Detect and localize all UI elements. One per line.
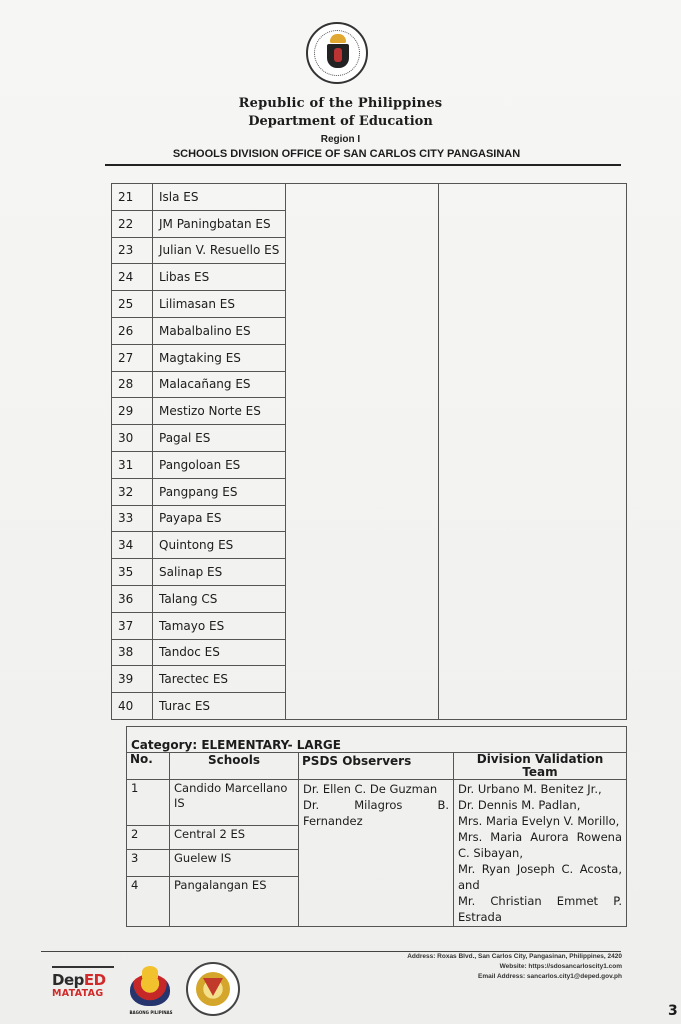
seal-shield [327, 44, 349, 68]
row-no: 23 [112, 237, 153, 264]
seal-torch [330, 34, 346, 43]
page-number: 3 [668, 1003, 678, 1019]
col-header-no: No. [127, 753, 170, 780]
row-school: Julian V. Resuello ES [153, 237, 286, 264]
row-no: 1 [127, 780, 170, 826]
empty-validation-cell [439, 184, 627, 720]
row-school: Mabalbalino ES [153, 317, 286, 344]
row-school: Candido Marcellano IS [170, 780, 299, 826]
empty-observers-cell [286, 184, 439, 720]
website-text: Website: https://sdosancarloscity1.com [499, 963, 622, 970]
row-no: 22 [112, 210, 153, 237]
row-school: Pangoloan ES [153, 451, 286, 478]
row-no: 4 [127, 876, 170, 926]
row-school: Talang CS [153, 585, 286, 612]
row-no: 27 [112, 344, 153, 371]
row-no: 26 [112, 317, 153, 344]
row-no: 28 [112, 371, 153, 398]
matatag-wordmark: MATATAG [52, 988, 104, 999]
validator: Mr. Christian Emmet P. Estrada [458, 894, 622, 924]
address-text: Address: Roxas Blvd., San Carlos City, Pangasinan, Philippines, 2420 [407, 953, 622, 960]
psds-observer-part: B. [437, 798, 449, 812]
deped-word-ed: ED [83, 971, 106, 989]
row-school: Lilimasan ES [153, 291, 286, 318]
row-no: 29 [112, 398, 153, 425]
row-no: 21 [112, 184, 153, 211]
office-heading: SCHOOLS DIVISION OFFICE OF SAN CARLOS CITY PANGASINAN [172, 148, 521, 160]
category-label: Category: ELEMENTARY- LARGE [127, 727, 627, 753]
row-no: 31 [112, 451, 153, 478]
row-school: Central 2 ES [170, 825, 299, 850]
deped-matatag-logo [52, 966, 114, 999]
psds-observer: Dr. Ellen C. De Guzman [303, 782, 438, 796]
row-school: Magtaking ES [153, 344, 286, 371]
psds-observer-part: Milagros [354, 798, 403, 812]
row-school: Libas ES [153, 264, 286, 291]
seal-triangle [203, 978, 223, 996]
deped-wordmark [52, 972, 114, 988]
row-school: Guelew IS [170, 850, 299, 877]
row-no: 35 [112, 559, 153, 586]
row-no: 24 [112, 264, 153, 291]
sun-icon [142, 966, 158, 978]
row-school: Pangalangan ES [170, 876, 299, 926]
row-school: Payapa ES [153, 505, 286, 532]
col-header-schools: Schools [170, 753, 299, 780]
row-school: Mestizo Norte ES [153, 398, 286, 425]
row-school: Tarectec ES [153, 666, 286, 693]
row-school: Quintong ES [153, 532, 286, 559]
sdo-san-carlos-seal-icon [186, 962, 240, 1016]
row-no: 33 [112, 505, 153, 532]
bagong-pilipinas-logo [126, 966, 174, 1015]
validation-team-cell [454, 780, 627, 927]
logo-bar [52, 966, 114, 968]
row-school: Tamayo ES [153, 612, 286, 639]
row-no: 38 [112, 639, 153, 666]
row-school: Isla ES [153, 184, 286, 211]
bagong-pilipinas-emblem-icon [130, 974, 170, 1006]
psds-observer-part: Dr. [303, 798, 320, 812]
psds-observer [303, 797, 449, 813]
row-school: Salinap ES [153, 559, 286, 586]
row-no: 37 [112, 612, 153, 639]
row-school: Tandoc ES [153, 639, 286, 666]
row-no: 32 [112, 478, 153, 505]
department-heading: Department of Education [248, 114, 433, 129]
deped-word-dep: Dep [52, 971, 84, 989]
row-no: 25 [112, 291, 153, 318]
email-text: Email Address: sancarlos.city1@deped.gov.ph [478, 973, 622, 980]
validator: Dr. Dennis M. Padlan, [458, 798, 581, 812]
republic-heading: Republic of the Philippines [238, 96, 443, 111]
elementary-large-table [126, 726, 627, 927]
validator: Mrs. Maria Aurora Rowena C. Sibayan, [458, 830, 622, 860]
schools-table-continued [111, 183, 627, 720]
row-no: 40 [112, 693, 153, 720]
row-no: 3 [127, 850, 170, 877]
row-no: 34 [112, 532, 153, 559]
row-no: 30 [112, 425, 153, 452]
row-school: Turac ES [153, 693, 286, 720]
validator: Mr. Ryan Joseph C. Acosta, and [458, 862, 622, 892]
psds-observers-cell [299, 780, 454, 927]
bagong-pilipinas-label: BAGONG PILIPINAS [129, 1010, 173, 1015]
row-no: 36 [112, 585, 153, 612]
validator: Dr. Urbano M. Benitez Jr., [458, 782, 602, 796]
row-school: Pagal ES [153, 425, 286, 452]
col-header-dvt: Division Validation Team [454, 753, 627, 780]
header-divider [105, 164, 621, 166]
col-header-psds: PSDS Observers [299, 753, 454, 780]
table-row [112, 184, 627, 211]
region-heading: Region I [320, 134, 361, 145]
psds-observer-cont: Fernandez [303, 814, 363, 828]
table-row [127, 780, 627, 826]
deped-seal-icon [306, 22, 368, 84]
row-school: Malacañang ES [153, 371, 286, 398]
row-school: Pangpang ES [153, 478, 286, 505]
row-no: 39 [112, 666, 153, 693]
contact-block [407, 952, 622, 982]
row-school: JM Paningbatan ES [153, 210, 286, 237]
validator: Mrs. Maria Evelyn V. Morillo, [458, 814, 620, 828]
row-no: 2 [127, 825, 170, 850]
